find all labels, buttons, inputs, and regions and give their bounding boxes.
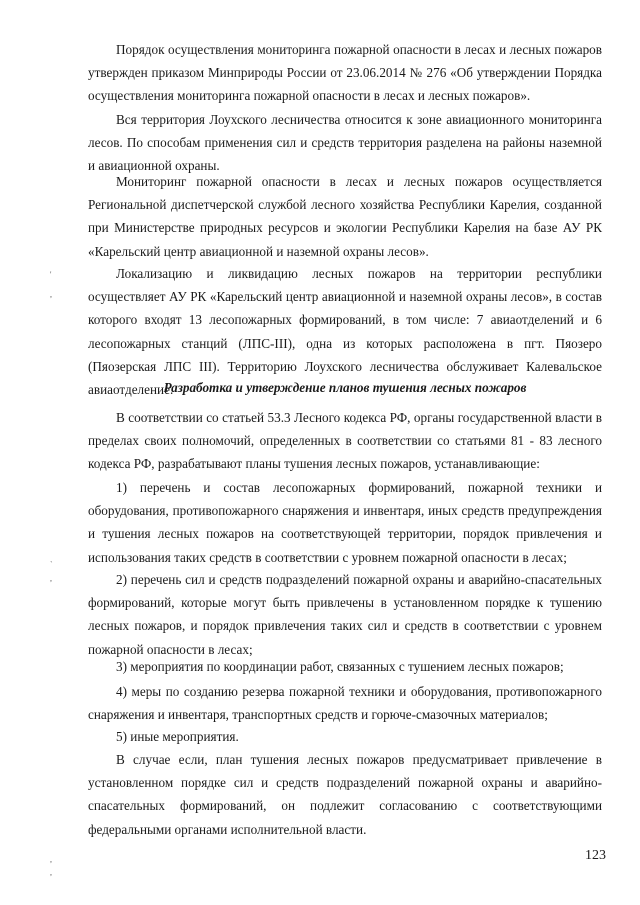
margin-mark: `: [50, 560, 53, 569]
section-heading: Разработка и утверждение планов тушения лесных пожаров: [163, 380, 527, 395]
paragraph-dispatch-service: Мониторинг пожарной опасности в лесах и лесных пожаров осуществляется Региональной диспетчерской службой лесного хозяйства Республики Карелия, созданной при Министерстве природных ресурсов и экологии Республики Карелия на базе АУ РК «Карельский центр авиационной и наземной охраны лесов».: [88, 174, 602, 259]
margin-mark: ,: [50, 574, 52, 583]
paragraph-monitoring-order: Порядок осуществления мониторинга пожарной опасности в лесах и лесных пожаров утвержден приказом Минприроды России от 23.06.2014 № 276 «Об утверждении Порядка осуществления мониторинга пожарной опасности в лесах и лесных пожаров».: [88, 42, 602, 104]
list-item-3: 3) мероприятия по координации работ, связанных с тушением лесных пожаров;: [116, 659, 564, 674]
list-item-4: 4) меры по созданию резерва пожарной техники и оборудования, противопожарного снаряжения и инвентаря, транспортных средств и горюче-смазочных материалов;: [88, 684, 602, 723]
paragraph-coordination: В случае если, план тушения лесных пожаров предусматривает привлечение в установленном порядке сил и средств подразделений пожарной охраны и аварийно-спасательных формирований, он подлежит согласованию с соответствующими федеральными органами исполнительной власти.: [88, 752, 602, 837]
paragraph-aviation-zone: Вся территория Лоухского лесничества относится к зоне авиационного мониторинга лесов. По способам применения сил и средств территория разделена на районы наземной и авиационной охраны.: [88, 112, 602, 174]
page-number: 123: [585, 848, 606, 863]
list-item-1: 1) перечень и состав лесопожарных формирований, пожарной техники и оборудования, противопожарного снаряжения и инвентаря, иных средств предупреждения и тушения лесных пожаров на соответствующей территории, порядок привлечения и использования таких средств в соответствии с уровнем пожарной опасности в лесах;: [88, 480, 602, 565]
margin-mark: ,: [50, 868, 52, 877]
list-item-2: 2) перечень сил и средств подразделений пожарной охраны и аварийно-спасательных формирований, которые могут быть привлечены в установленном порядке к тушению лесных пожаров, и порядок привлечения таких сил и средств в соответствии с уровнем пожарной опасности в лесах;: [88, 572, 602, 657]
list-item-5: 5) иные мероприятия.: [116, 729, 239, 744]
margin-mark: ': [50, 270, 52, 279]
margin-mark: ,: [50, 855, 52, 864]
margin-mark: ,: [50, 290, 52, 299]
paragraph-fire-suppression: Локализацию и ликвидацию лесных пожаров на территории республики осуществляет АУ РК «Карельский центр авиационной и наземной охраны лесов», в состав которого входят 13 лесопожарных формирований, в том числе: 7 авиаотделений и 6 лесопожарных станций (ЛПС-III), одна из которых расположена в пгт. Пяозеро (Пяозерская ЛПС III). Территорию Лоухского лесничества обслуживает Калевальское авиаотделение.: [88, 266, 602, 398]
paragraph-article-53-3: В соответствии со статьей 53.3 Лесного кодекса РФ, органы государственной власти в пределах своих полномочий, определенных в соответствии со статьями 81 - 83 лесного кодекса РФ, разрабатывают планы тушения лесных пожаров, устанавливающие:: [88, 410, 602, 472]
